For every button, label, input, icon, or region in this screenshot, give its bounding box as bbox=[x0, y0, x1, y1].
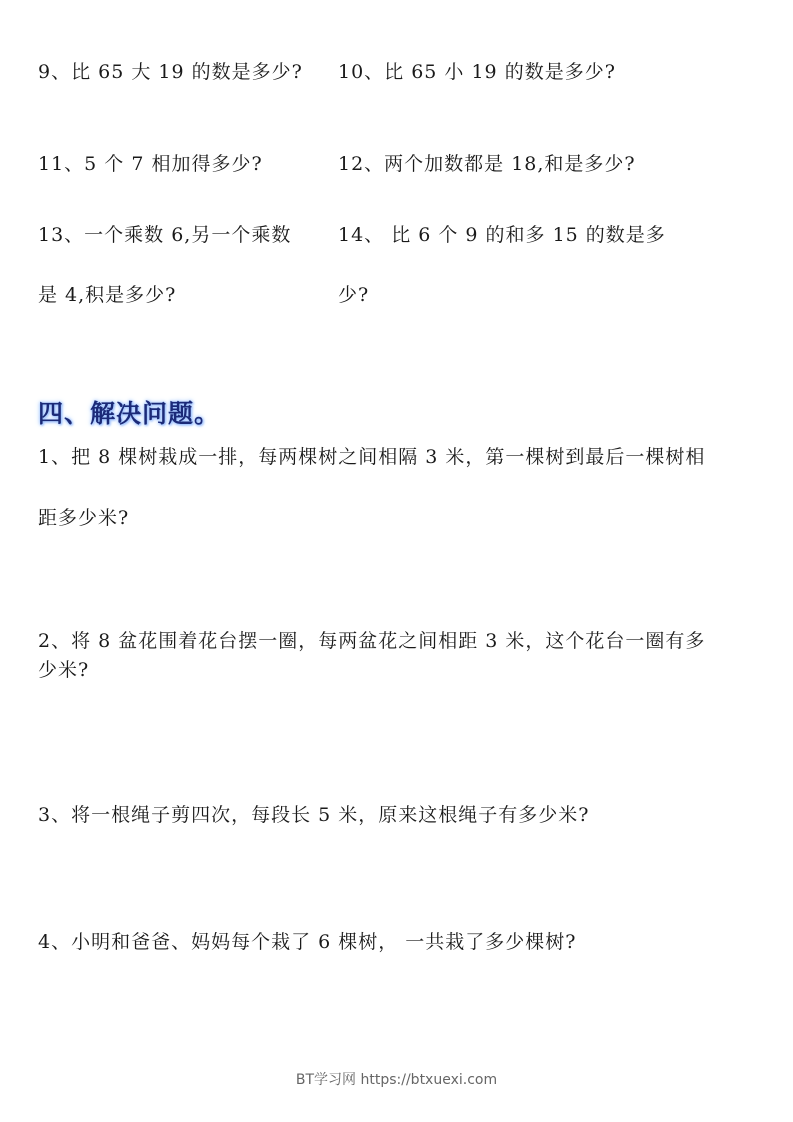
question-13-line-1: 13、一个乘数 6,另一个乘数 bbox=[38, 224, 292, 246]
problem-1-line-1: 1、把 8 棵树栽成一排，每两棵树之间相隔 3 米，第一棵树到最后一棵树相 bbox=[38, 446, 706, 468]
question-14-line-2: 少? bbox=[338, 284, 370, 306]
question-12: 12、两个加数都是 18,和是多少? bbox=[338, 153, 636, 175]
question-11: 11、5 个 7 相加得多少? bbox=[38, 153, 263, 175]
section-heading: 四、解决问题。 bbox=[38, 399, 221, 428]
problem-3: 3、将一根绳子剪四次，每段长 5 米，原来这根绳子有多少米? bbox=[38, 804, 590, 826]
problem-1-line-2: 距多少米? bbox=[38, 507, 130, 529]
question-10: 10、比 65 小 19 的数是多少? bbox=[338, 61, 616, 83]
problem-4: 4、小明和爸爸、妈妈每个栽了 6 棵树， 一共栽了多少棵树? bbox=[38, 931, 577, 953]
question-14-line-1: 14、 比 6 个 9 的和多 15 的数是多 bbox=[338, 224, 666, 246]
problem-2-line-1: 2、将 8 盆花围着花台摆一圈，每两盆花之间相距 3 米，这个花台一圈有多 bbox=[38, 630, 706, 652]
footer-watermark: BT学习网 https://btxuexi.com bbox=[295, 1072, 498, 1088]
question-9: 9、比 65 大 19 的数是多少? bbox=[38, 61, 303, 83]
question-13-line-2: 是 4,积是多少? bbox=[38, 284, 177, 306]
problem-2-line-2: 少米? bbox=[38, 659, 90, 681]
